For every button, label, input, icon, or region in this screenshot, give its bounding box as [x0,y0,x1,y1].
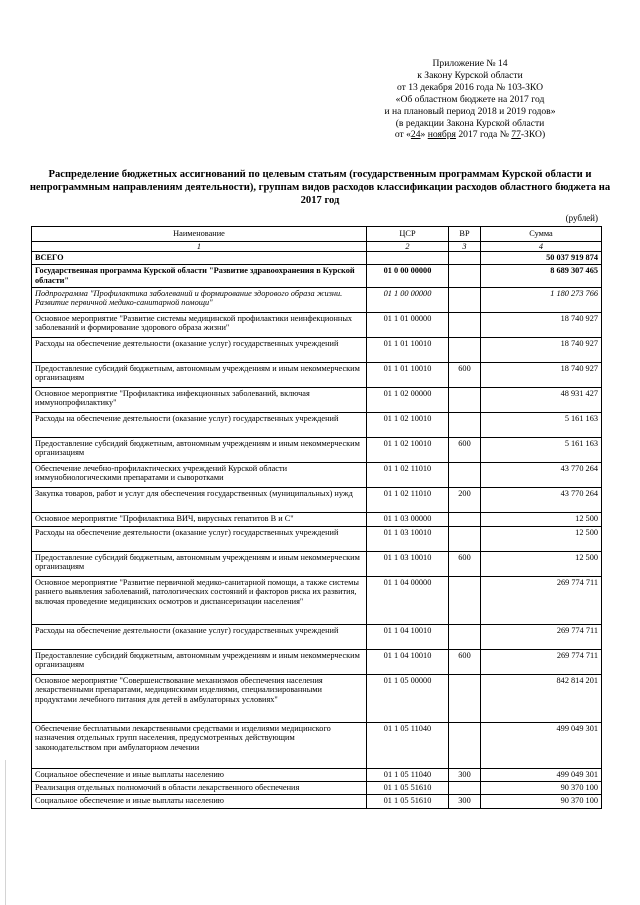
cell-sum: 842 814 201 [481,674,602,722]
date-prefix: от « [394,129,411,141]
date-suffix: -ЗКО) [520,129,546,141]
cell-sum: 8 689 307 465 [481,265,602,288]
cell-name: Предоставление субсидий бюджетным, автономным учреждениям и иным некоммерческим организациям [32,437,367,462]
appendix-line-date [370,129,570,141]
cell-vr [449,624,481,649]
header-sum: Сумма [481,227,602,242]
cell-vr [449,412,481,437]
cell-csr: 01 1 05 11040 [367,722,449,768]
cell-name: Государственная программа Курской области "Развитие здравоохранения в Курской области" [32,265,367,288]
table-row [32,265,602,288]
table-row [32,649,602,674]
cell-name: Основное мероприятие "Профилактика ВИЧ, вирусных гепатитов В и С" [32,512,367,526]
cell-vr [449,722,481,768]
cell-csr: 01 0 00 00000 [367,265,449,288]
appendix-line: Приложение № 14 [432,58,508,69]
units-label: (рублей) [565,213,598,223]
cell-vr [449,512,481,526]
cell-csr [367,252,449,265]
table-row [32,337,602,362]
cell-sum: 5 161 163 [481,412,602,437]
budget-table [31,226,602,809]
law-number: 77 [511,129,521,141]
table-row [32,576,602,624]
appendix-line: к Закону Курской области [417,69,523,81]
cell-vr: 600 [449,551,481,576]
cell-name: Реализация отдельных полномочий в области лекарственного обеспечения [32,781,367,794]
cell-name: Обеспечение лечебно-профилактических учреждений Курской области иммунобиологическими препаратами и сыворотками [32,462,367,487]
cell-csr: 01 1 00 00000 [367,287,449,312]
cell-vr: 200 [449,487,481,512]
col-number-sum: 4 [481,242,602,252]
cell-csr: 01 1 05 51610 [367,781,449,794]
cell-name: Расходы на обеспечение деятельности (оказание услуг) государственных учреждений [32,526,367,551]
cell-sum: 269 774 711 [481,649,602,674]
cell-name: Подпрограмма "Профилактика заболеваний и формирование здорового образа жизни. Развитие первичной медико-санитарной помощи" [32,287,367,312]
cell-vr [449,781,481,794]
cell-name: Расходы на обеспечение деятельности (оказание услуг) государственных учреждений [32,624,367,649]
col-number-csr: 2 [367,242,449,252]
cell-csr: 01 1 02 11010 [367,487,449,512]
table-row [32,624,602,649]
cell-csr: 01 1 05 11040 [367,768,449,781]
table-row [32,551,602,576]
cell-csr: 01 1 03 00000 [367,512,449,526]
table-row [32,252,602,265]
cell-vr: 300 [449,794,481,808]
cell-name: Предоставление субсидий бюджетным, автономным учреждениям и иным некоммерческим организациям [32,362,367,387]
header-name: Наименование [32,227,367,242]
cell-vr [449,265,481,288]
cell-sum: 269 774 711 [481,624,602,649]
cell-sum: 18 740 927 [481,337,602,362]
cell-sum: 12 500 [481,526,602,551]
cell-vr [449,462,481,487]
cell-name: Основное мероприятие "Развитие первичной медико-санитарной помощи, а также системы раннего выявления заболеваний, патологических состояний и факторов риска их развития, включая проведение медицинских осмотров и диспансеризации населения" [32,576,367,624]
cell-sum: 12 500 [481,551,602,576]
cell-csr: 01 1 04 10010 [367,649,449,674]
cell-csr: 01 1 03 10010 [367,526,449,551]
cell-vr: 600 [449,437,481,462]
cell-name: ВСЕГО [32,252,367,265]
date-year: 2017 года № [455,129,512,141]
document-title: Распределение бюджетных ассигнований по целевым статьям (государственным программам Курской области и непрограммным направлениям деятельности), группам видов расходов классификации расходов областного бюджета на 2017 год [29,169,611,206]
cell-vr: 300 [449,768,481,781]
date-mid: » [420,129,428,141]
col-number-vr: 3 [449,242,481,252]
cell-csr: 01 1 03 10010 [367,551,449,576]
cell-vr [449,337,481,362]
cell-sum: 90 370 100 [481,794,602,808]
cell-vr [449,674,481,722]
cell-sum: 12 500 [481,512,602,526]
header-csr: ЦСР [367,227,449,242]
cell-name: Основное мероприятие "Развитие системы медицинской профилактики неинфекционных заболеваний и формирование здорового образа жизни" [32,312,367,337]
cell-csr: 01 1 05 51610 [367,794,449,808]
date-day: 24 [410,129,421,141]
col-number-name: 1 [32,242,367,252]
cell-csr: 01 1 01 00000 [367,312,449,337]
cell-vr: 600 [449,649,481,674]
cell-name: Основное мероприятие "Совершенствование механизмов обеспечения населения лекарственными препаратами, медицинскими изделиями, специализированными продуктами лечебного питания для детей в амбулаторных условиях" [32,674,367,722]
table-row [32,387,602,412]
header-vr: ВР [449,227,481,242]
table-header-row [32,227,602,242]
appendix-line: и на плановый период 2018 и 2019 годов» [384,105,556,117]
table-row [32,794,602,808]
cell-sum: 43 770 264 [481,487,602,512]
cell-name: Расходы на обеспечение деятельности (оказание услуг) государственных учреждений [32,412,367,437]
cell-name: Закупка товаров, работ и услуг для обеспечения государственных (муниципальных) нужд [32,487,367,512]
cell-name: Предоставление субсидий бюджетным, автономным учреждениям и иным некоммерческим организациям [32,551,367,576]
cell-name: Расходы на обеспечение деятельности (оказание услуг) государственных учреждений [32,337,367,362]
table-row [32,768,602,781]
cell-csr: 01 1 02 10010 [367,437,449,462]
cell-csr: 01 1 04 00000 [367,576,449,624]
cell-vr [449,312,481,337]
cell-sum: 499 049 301 [481,722,602,768]
cell-csr: 01 1 04 10010 [367,624,449,649]
appendix-line: (в редакции Закона Курской области [395,117,545,129]
table-row [32,722,602,768]
table-row [32,781,602,794]
cell-vr [449,387,481,412]
appendix-header [370,58,570,141]
table-row [32,526,602,551]
appendix-line: от 13 декабря 2016 года № 103-ЗКО [396,81,544,93]
cell-sum: 1 180 273 766 [481,287,602,312]
appendix-line: «Об областном бюджете на 2017 год [395,93,545,105]
cell-csr: 01 1 02 00000 [367,387,449,412]
cell-vr [449,526,481,551]
cell-sum: 48 931 427 [481,387,602,412]
table-row [32,437,602,462]
cell-sum: 50 037 919 874 [481,252,602,265]
cell-vr [449,252,481,265]
table-row [32,362,602,387]
cell-vr [449,287,481,312]
date-month: ноября [427,129,456,141]
column-number-row [32,242,602,252]
cell-csr: 01 1 05 00000 [367,674,449,722]
scan-edge-line [5,760,6,905]
cell-sum: 90 370 100 [481,781,602,794]
cell-vr: 600 [449,362,481,387]
table-row [32,487,602,512]
cell-sum: 269 774 711 [481,576,602,624]
table-row [32,674,602,722]
table-row [32,312,602,337]
cell-name: Предоставление субсидий бюджетным, автономным учреждениям и иным некоммерческим организациям [32,649,367,674]
cell-csr: 01 1 01 10010 [367,337,449,362]
cell-name: Социальное обеспечение и иные выплаты населению [32,794,367,808]
table-row [32,412,602,437]
cell-name: Основное мероприятие "Профилактика инфекционных заболеваний, включая иммунопрофилактику" [32,387,367,412]
cell-sum: 43 770 264 [481,462,602,487]
cell-sum: 5 161 163 [481,437,602,462]
table-body [32,252,602,809]
table-row [32,512,602,526]
cell-name: Социальное обеспечение и иные выплаты населению [32,768,367,781]
cell-csr: 01 1 02 11010 [367,462,449,487]
cell-csr: 01 1 02 10010 [367,412,449,437]
table-row [32,462,602,487]
cell-sum: 499 049 301 [481,768,602,781]
cell-sum: 18 740 927 [481,362,602,387]
cell-sum: 18 740 927 [481,312,602,337]
cell-vr [449,576,481,624]
cell-csr: 01 1 01 10010 [367,362,449,387]
cell-name: Обеспечение бесплатными лекарственными средствами и изделиями медицинского назначения отдельных групп населения, предусмотренных действующим законодательством при амбулаторном лечении [32,722,367,768]
table-row [32,287,602,312]
